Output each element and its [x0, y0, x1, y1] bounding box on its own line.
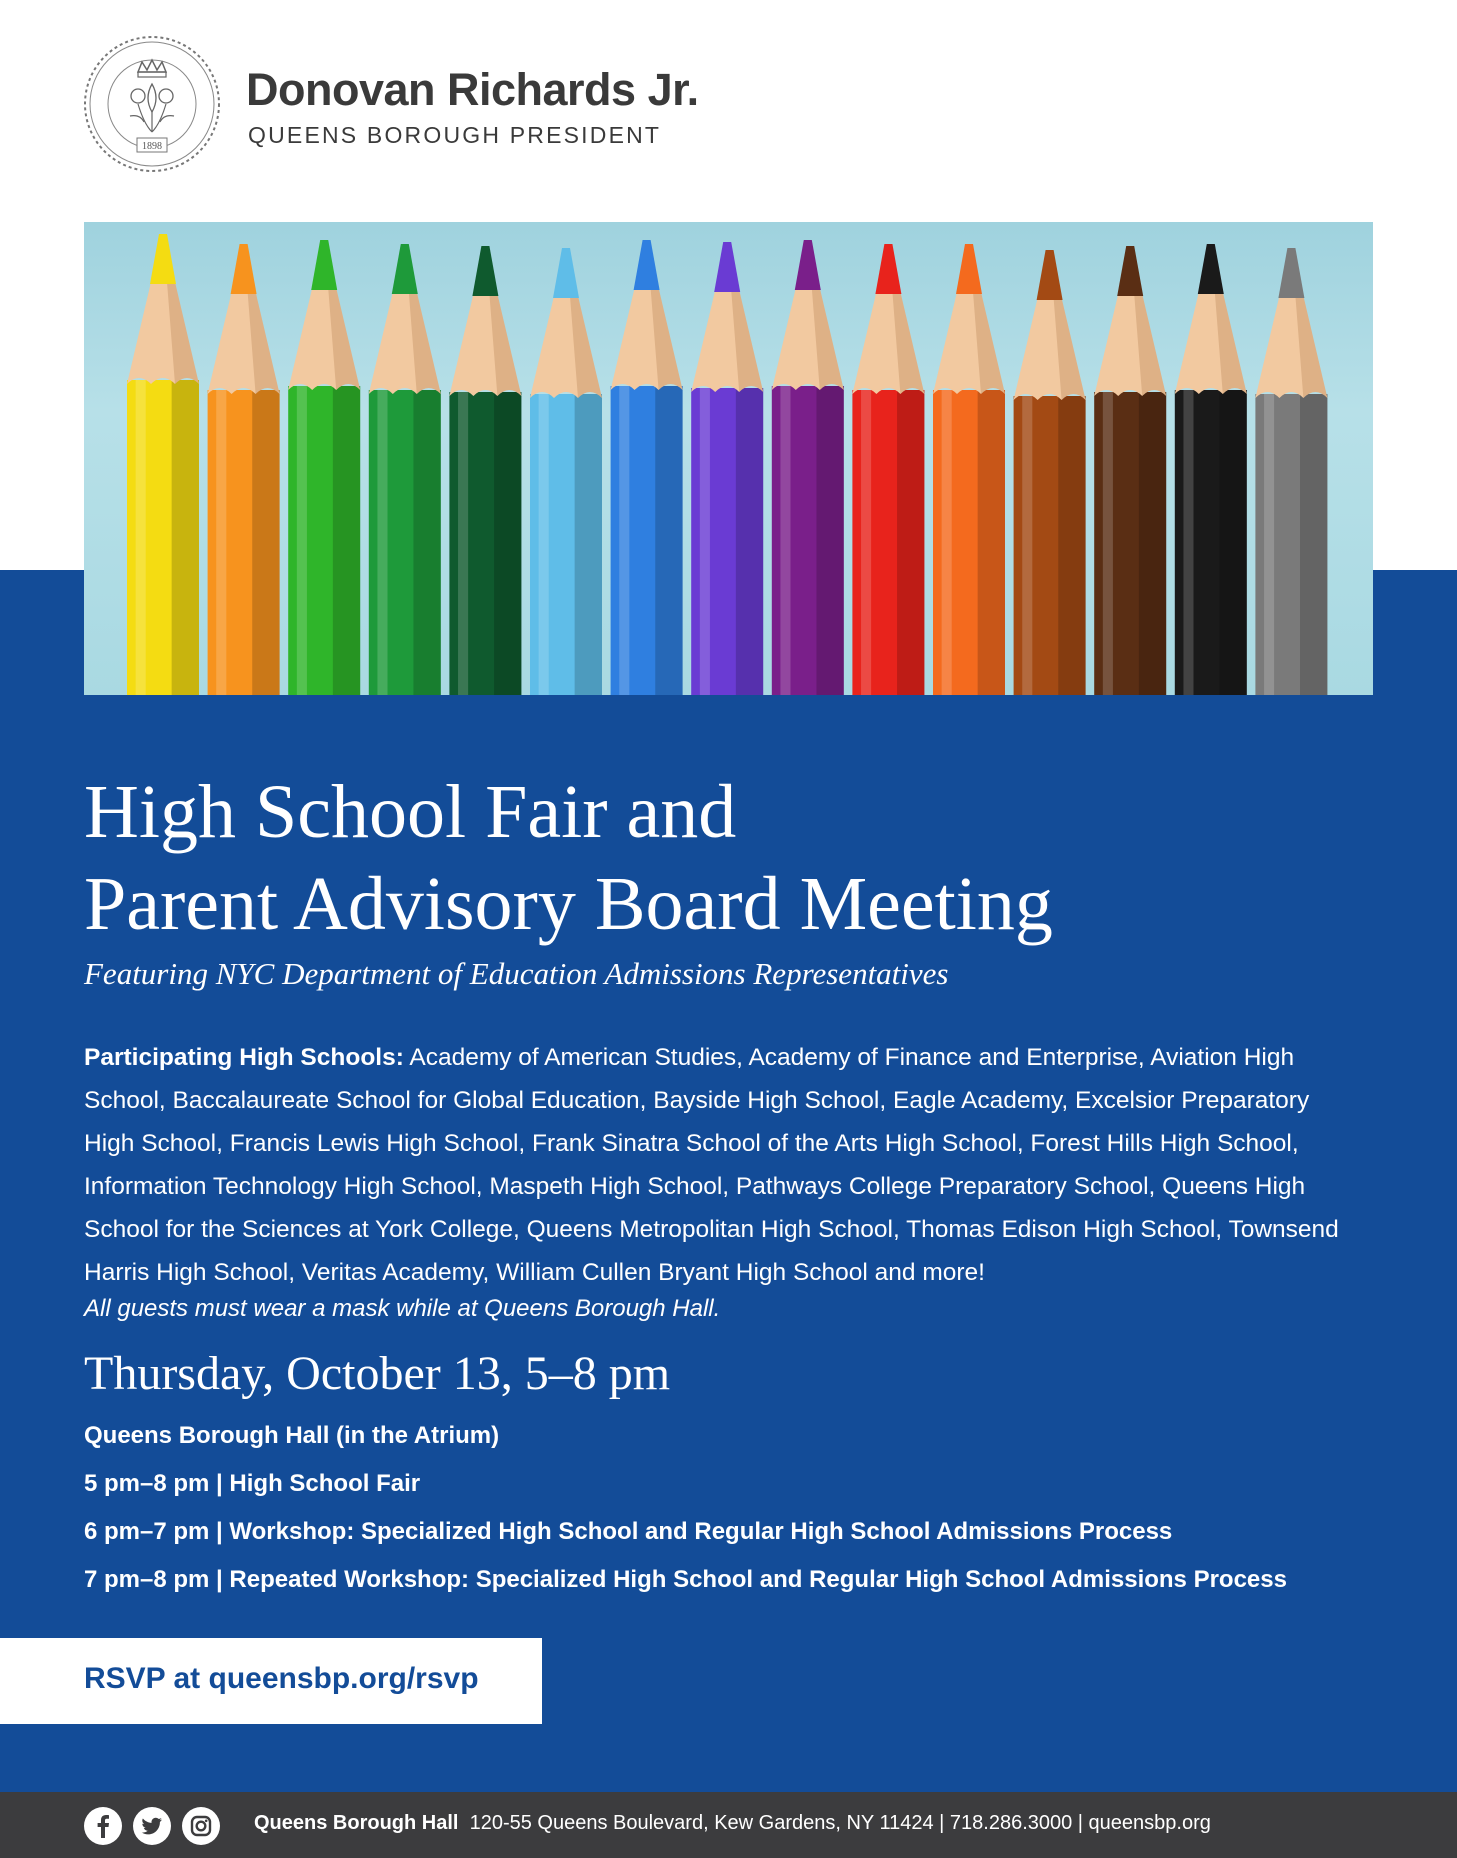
rsvp-banner[interactable] — [0, 1638, 542, 1724]
schools-lead: Participating High Schools: — [84, 1044, 404, 1071]
pencil — [1014, 250, 1086, 695]
pencil — [611, 240, 683, 695]
twitter-icon[interactable] — [133, 1807, 171, 1845]
borough-seal-icon — [82, 34, 222, 174]
mask-note: All guests must wear a mask while at Queens Borough Hall. — [84, 1295, 721, 1322]
event-schedule — [84, 1412, 1287, 1604]
pencil — [1255, 248, 1327, 695]
pencil — [691, 242, 763, 695]
official-title: QUEENS BOROUGH PRESIDENT — [248, 122, 662, 148]
official-name: Donovan Richards Jr. — [246, 64, 699, 115]
instagram-icon[interactable] — [182, 1807, 220, 1845]
rsvp-link[interactable]: RSVP at queensbp.org/rsvp — [84, 1662, 479, 1695]
headline-line-1: High School Fair and — [84, 770, 737, 854]
pencil — [288, 240, 360, 695]
pencil — [127, 234, 199, 695]
event-location: Queens Borough Hall (in the Atrium) — [84, 1422, 500, 1449]
headline-line-2: Parent Advisory Board Meeting — [84, 862, 1053, 946]
footer-details: 120-55 Queens Boulevard, Kew Gardens, NY 11424 | 718.286.3000 | queensbp.org — [469, 1812, 1211, 1834]
pencil — [530, 248, 602, 695]
schedule-item: 6 pm–7 pm | Workshop: Specialized High School and Regular High School Admissions Process — [84, 1518, 1173, 1545]
footer — [0, 1792, 1457, 1858]
footer-venue: Queens Borough Hall — [254, 1812, 459, 1834]
participating-schools — [84, 1036, 1344, 1294]
schedule-item: 5 pm–8 pm | High School Fair — [84, 1470, 421, 1497]
footer-contact — [254, 1812, 1211, 1835]
pencil — [852, 244, 924, 695]
pencil — [449, 246, 521, 695]
pencil — [1175, 244, 1247, 695]
pencil — [772, 240, 844, 695]
header — [0, 0, 1457, 222]
event-subhead: Featuring NYC Department of Education Admissions Representatives — [84, 956, 949, 991]
event-headline — [84, 766, 1384, 950]
pencil — [369, 244, 441, 695]
pencil — [933, 244, 1005, 695]
pencil — [1094, 246, 1166, 695]
facebook-icon[interactable] — [84, 1807, 122, 1845]
colored-pencils-image — [84, 222, 1373, 695]
event-date: Thursday, October 13, 5–8 pm — [84, 1347, 671, 1400]
pencil — [208, 244, 280, 695]
schedule-item: 7 pm–8 pm | Repeated Workshop: Specialized High School and Regular High School Admissions Process — [84, 1566, 1287, 1593]
schools-list: Academy of American Studies, Academy of Finance and Enterprise, Aviation High School, Baccalaureate School for Global Education, Bayside High School, Eagle Academy, Excelsior Preparatory High School, Francis Lewis High School, Frank Sinatra School of the Arts High School, Forest Hills High School, Information Technology High School, Maspeth High School, Pathways College Preparatory School, Queens High School for the Sciences at York College, Queens Metropolitan High School, Thomas Edison High School, Townsend Harris High School, Veritas Academy, William Cullen Bryant High School and more! — [84, 1044, 1339, 1286]
seal-year: 1898 — [142, 141, 162, 152]
